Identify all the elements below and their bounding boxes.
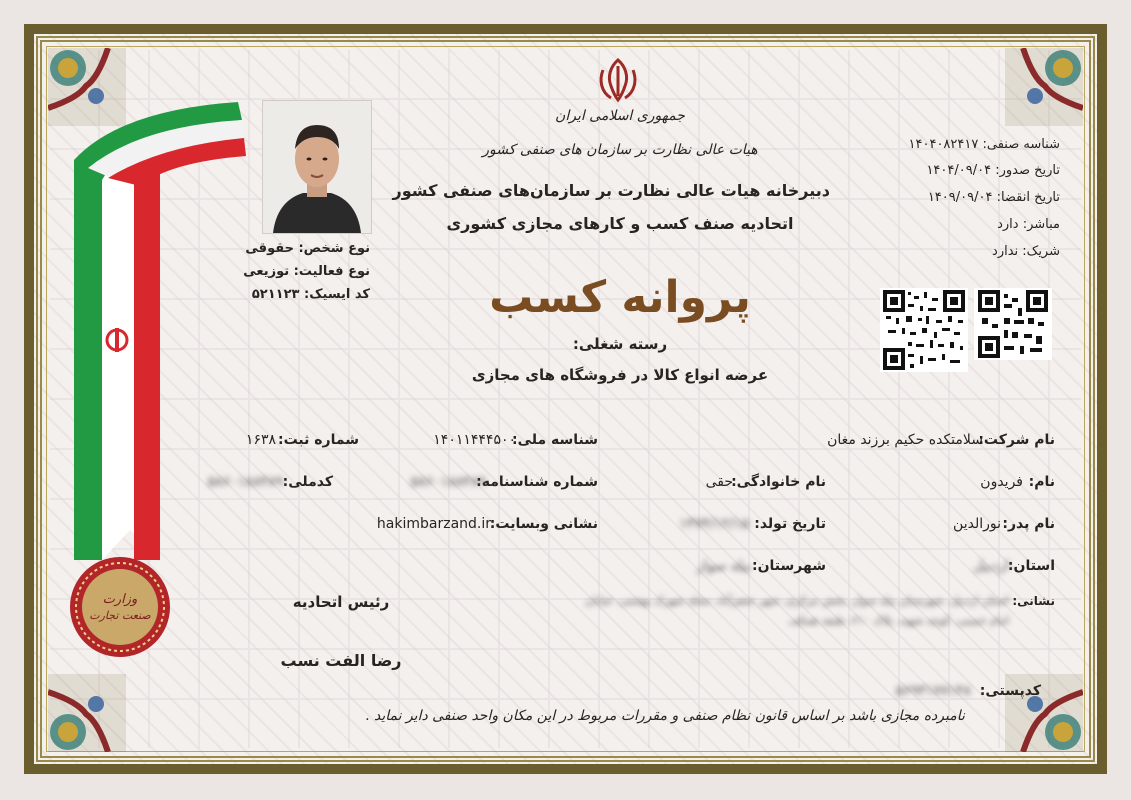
occupation-value: عرضه انواع کالا در فروشگاه های مجازی (471, 366, 769, 384)
company-name-label: نام شرکت: (978, 432, 1055, 448)
qr-code-icon (974, 288, 1052, 360)
registration-number-label: شماره ثبت: (278, 432, 359, 448)
activity-type: نوع فعالیت: توزیعی (243, 264, 370, 279)
postal-code-label: کدپستی: (979, 683, 1041, 699)
page-title: پروانه کسب (489, 272, 751, 323)
birth-certificate-number-value: ۵۸۶۰۱۸۸۴۸۹ (410, 474, 486, 490)
occupation-label: رسته شغلی: (572, 335, 668, 353)
person-type: نوع شخص: حقوقی (245, 241, 370, 256)
website-label: نشانی وبسایت: (489, 516, 598, 532)
footer-note: نامبرده مجازی باشد بر اساس قانون نظام صنفی و مقررات مربوط در این مکان واحد صنفی دایر نماید . (365, 708, 965, 724)
expiry-date: تاریخ انقضا: ۱۴۰۹/۰۹/۰۴ (927, 190, 1060, 205)
avatar (263, 101, 371, 233)
svg-text:صنعت تجارت: صنعت تجارت (89, 609, 151, 622)
birth-certificate-number-label: شماره شناسنامه: (476, 474, 598, 490)
address-line-1: استان اردبیل، شهرستان بیله سوار، بخش مرکزی، شهر جعفرآباد، محله شهرک بهشتی، خیابان (585, 594, 1009, 607)
corner-ornament-top-right (1005, 48, 1083, 126)
union-head-title: رئیس اتحادیه (292, 593, 390, 611)
city-value: بیله سوار (696, 558, 751, 574)
applicant-photo (262, 100, 372, 234)
city-label: شهرستان: (751, 558, 826, 574)
registration-number-value: ۱۶۳۸ (245, 432, 276, 448)
family-name-label: نام خانوادگی: (731, 474, 826, 490)
first-name-value: فریدون (980, 474, 1023, 490)
website-link[interactable]: hakimbarzand.ir (376, 516, 491, 532)
postal-code-value: ۵۶۹۳۱۷۷۱۴۸ (895, 683, 971, 699)
father-name-value: نورالدین (953, 516, 1001, 532)
address-line-2: امام خمینی، کوچه شهید، پلاک ۲۱۰، طبقه همکف (788, 614, 1009, 627)
header-republic: جمهوری اسلامی ایران (555, 108, 685, 124)
svg-text:وزارت: وزارت (102, 592, 138, 607)
national-id-value: ۱۴۰۱۱۴۴۴۵۰۰ (433, 432, 516, 448)
corner-ornament-bottom-left (48, 674, 126, 752)
first-name-label: نام: (1028, 474, 1055, 490)
province-value: اردبیل (973, 558, 1009, 574)
province-label: استان: (1007, 558, 1055, 574)
guild-id: شناسه صنفی: ۱۴۰۴۰۸۲۴۱۷ (908, 137, 1060, 152)
header-union: اتحادیه صنف کسب و کارهای مجازی کشوری (446, 214, 794, 233)
iran-emblem-icon (597, 56, 639, 104)
birth-date-label: تاریخ تولد: (754, 516, 826, 532)
header-supervisory-board: هیات عالی نظارت بر سازمان های صنفی کشور (482, 142, 758, 158)
national-code-label: کدملی: (282, 474, 333, 490)
family-name-value: حقی (705, 474, 733, 490)
ministry-seal (68, 555, 172, 659)
issue-date: تاریخ صدور: ۱۴۰۴/۰۹/۰۴ (926, 163, 1060, 178)
header-secretariat: دبیرخانه هیات عالی نظارت بر سازمان‌های صنفی کشور (392, 181, 830, 200)
address-label: نشانی: (1012, 594, 1055, 608)
national-id-label: شناسه ملی: (511, 432, 598, 448)
father-name-label: نام پدر: (1002, 516, 1055, 532)
qr-code-dense-icon (880, 288, 968, 372)
isic-code: کد ایسیک: ۵۲۱۱۲۳ (251, 287, 370, 302)
birth-date-value: ۱۳۷۴/۱۲/۱۵ (679, 516, 749, 532)
union-head-name: رضا الفت نسب (280, 651, 402, 670)
partner-status: شریک: ندارد (992, 244, 1060, 259)
flag-ribbon (60, 90, 250, 570)
company-name-value: سلامتکده حکیم برزند مغان (827, 432, 983, 448)
operator-status: مباشر: دارد (997, 217, 1060, 232)
national-code-value: ۵۸۶۰۱۸۸۴۸۹ (207, 474, 283, 490)
